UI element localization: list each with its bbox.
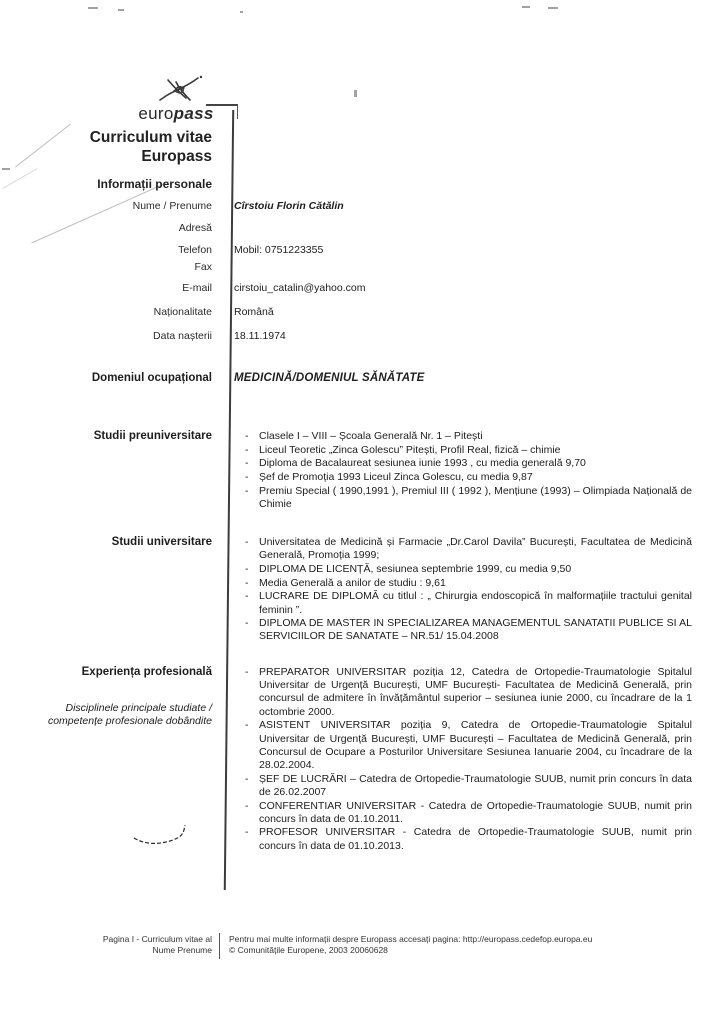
bullet-text: Șef de Promoția 1993 Liceul Zinca Golescu, cu media 9,87 — [259, 471, 533, 484]
bullet-text: Premiu Special ( 1990,1991 ), Premiul III ( 1992 ), Mențiune (1993) – Olimpiada Națională de Chimie — [259, 484, 692, 511]
bullet-item — [240, 719, 692, 772]
footer-right-line-1: Pentru mai multe informații despre Europass accesați pagina: http://europass.cedefop.europa.eu — [229, 934, 593, 944]
bullet-dash: - — [245, 457, 249, 470]
occupational-value: MEDICINĂ/DOMENIUL SĂNĂTATE — [234, 372, 425, 384]
occupational-label: Domeniul ocupațional — [91, 372, 212, 384]
bullet-dash: - — [245, 666, 249, 678]
bullet-item — [240, 457, 692, 470]
field-row-adresa — [0, 222, 700, 238]
footer-europass-info — [229, 934, 699, 955]
section-content-experienta-profesionala — [240, 666, 692, 853]
scan-speck — [240, 11, 243, 13]
bullet-dash: - — [245, 430, 249, 442]
bullet-item — [240, 666, 692, 719]
field-value: Mobil: 0751223355 — [234, 244, 324, 256]
sublabel-line-1: Disciplinele principale studiate / — [65, 702, 212, 714]
section-label-experienta-profesionala: Experiența profesională — [81, 666, 212, 678]
bullet-text: CONFERENTIAR UNIVERSITAR - Catedra de Ortopedie-Traumatologie SUUB, numit prin concurs în data de 01.10.2011. — [259, 799, 692, 825]
field-row-data-nasterii — [0, 330, 700, 346]
bullet-item — [240, 826, 692, 852]
footer-left-line-2: Nume Prenume — [152, 944, 212, 955]
europass-figure-icon — [146, 74, 206, 106]
section-sublabel-discipline — [0, 702, 222, 728]
bullet-dash: - — [245, 799, 249, 812]
bullet-text: LUCRARE DE DIPLOMĂ cu titlul : „ Chirurgia endoscopică în malformațiile tractului genital feminin ”. — [259, 590, 692, 616]
field-row-nume — [0, 200, 700, 216]
bullet-dash: - — [245, 471, 249, 484]
scan-speck — [548, 7, 558, 9]
footer-divider — [219, 933, 220, 959]
bullet-dash: - — [245, 617, 249, 630]
scan-speck — [354, 90, 357, 97]
bullet-dash: - — [245, 719, 249, 732]
bullet-dash: - — [245, 590, 249, 603]
logo-bracket-line — [206, 104, 238, 119]
bullet-dash: - — [245, 772, 249, 785]
occupational-row — [0, 372, 700, 384]
section-content-studii-universitare — [240, 536, 692, 644]
handwritten-mark — [132, 822, 196, 854]
bullet-item — [240, 800, 692, 826]
section-content-studii-preuniversitare — [240, 430, 692, 512]
bullet-item — [240, 444, 692, 457]
bullet-text: DIPLOMA DE LICENȚĂ, sesiunea septembrie 1999, cu media 9,50 — [259, 562, 572, 575]
bullet-dash: - — [245, 443, 249, 456]
field-row-fax — [0, 261, 700, 277]
bullet-item — [240, 617, 692, 643]
field-value: Cîrstoiu Florin Cătălin — [234, 200, 344, 212]
field-label: Adresă — [178, 222, 212, 234]
bullet-item — [240, 536, 692, 562]
field-label: Telefon — [178, 244, 212, 256]
bullet-item — [240, 471, 692, 484]
bullet-item — [240, 430, 692, 443]
bullet-item — [240, 590, 692, 616]
bullet-text: DIPLOMA DE MASTER IN SPECIALIZAREA MANAGEMENTUL SANATATII PUBLICE SI AL SERVICIILOR DE SANATATE – NR.51/ 15.04.2008 — [259, 617, 692, 643]
field-row-email — [0, 282, 700, 298]
field-label: Data nașterii — [153, 330, 212, 342]
field-label: Fax — [194, 261, 212, 273]
bullet-text: ASISTENT UNIVERSITAR poziția 9, Catedra de Ortopedie-Traumatologie Spitalul Universitar de Urgență București, UMF București – Facultatea de Medicină Generală, prin Concursul de Ocupare a Posturilor Universitare Sesiunea Ianuarie 2004, cu încadrare de la 28.02.2004. — [259, 719, 692, 771]
section-label-studii-universitare: Studii universitare — [111, 536, 212, 548]
section-label-studii-preuniversitare: Studii preuniversitare — [93, 430, 212, 442]
bullet-text: Clasele I – VIII – Școala Generală Nr. 1 – Pitești — [259, 430, 483, 442]
footer-page-info — [0, 934, 212, 955]
logo-pass: pass — [173, 104, 214, 123]
footer-right-line-2: © Comunitățile Europene, 2003 20060628 — [229, 944, 388, 955]
field-value: 18.11.1974 — [234, 330, 286, 342]
bullet-dash: - — [245, 536, 249, 548]
bullet-item — [240, 563, 692, 576]
scan-speck — [118, 9, 124, 11]
bullet-text: Diploma de Bacalaureat sesiunea iunie 1993 , cu media generală 9,70 — [259, 457, 586, 470]
field-label: Nume / Prenume — [132, 200, 212, 212]
field-label: Naționalitate — [153, 306, 212, 318]
field-value: cirstoiu_catalin@yahoo.com — [234, 282, 366, 294]
section-label-informatii-personale: Informații personale — [97, 177, 212, 191]
scan-speck — [88, 7, 98, 9]
bullet-dash: - — [245, 562, 249, 575]
page-title — [0, 128, 222, 166]
footer-left-line-1: Pagina I - Curriculum vitae al — [102, 934, 212, 944]
scan-speck — [2, 168, 10, 170]
bullet-text: PROFESOR UNIVERSITAR - Catedra de Ortopedie-Traumatologie SUUB, numit prin concurs în data de 01.10.2013. — [259, 826, 692, 852]
bullet-text: Liceul Teoretic „Zinca Golescu” Pitești, Profil Real, fizică – chimie — [259, 443, 561, 456]
personal-fields — [0, 200, 700, 346]
title-line-2: Europass — [141, 148, 212, 165]
bullet-text: PREPARATOR UNIVERSITAR poziția 12, Catedra de Ortopedie-Traumatologie Spitalul Universitar de Urgență București, UMF București- Facultatea de Medicină Generală, prin concursul de admitere în învățământul superior – sesiunea iunie 2000, cu încadrare de la 1 octombrie 2000. — [259, 666, 692, 718]
field-row-nationalitate — [0, 306, 700, 322]
logo-euro: euro — [138, 104, 174, 123]
field-value: Română — [234, 306, 274, 318]
bullet-text: Universitatea de Medicină și Farmacie „Dr.Carol Davila” București, Facultatea de Medicină Generală, Promoția 1999; — [259, 536, 692, 562]
field-row-telefon — [0, 244, 700, 260]
scan-speck — [522, 6, 530, 8]
bullet-item — [240, 577, 692, 590]
title-line-1: Curriculum vitae — [89, 129, 212, 146]
bullet-dash: - — [245, 826, 249, 839]
sublabel-line-2: competențe profesionale dobândite — [47, 715, 212, 727]
bullet-item — [240, 773, 692, 799]
bullet-dash: - — [245, 484, 249, 497]
field-label: E-mail — [182, 282, 212, 294]
bullet-item — [240, 485, 692, 511]
bullet-text: ȘEF DE LUCRĂRI – Catedra de Ortopedie-Traumatologie SUUB, numit prin concurs în data de 26.02.2007 — [259, 772, 692, 798]
bullet-text: Media Generală a anilor de studiu : 9,61 — [259, 576, 446, 589]
bullet-dash: - — [245, 576, 249, 589]
